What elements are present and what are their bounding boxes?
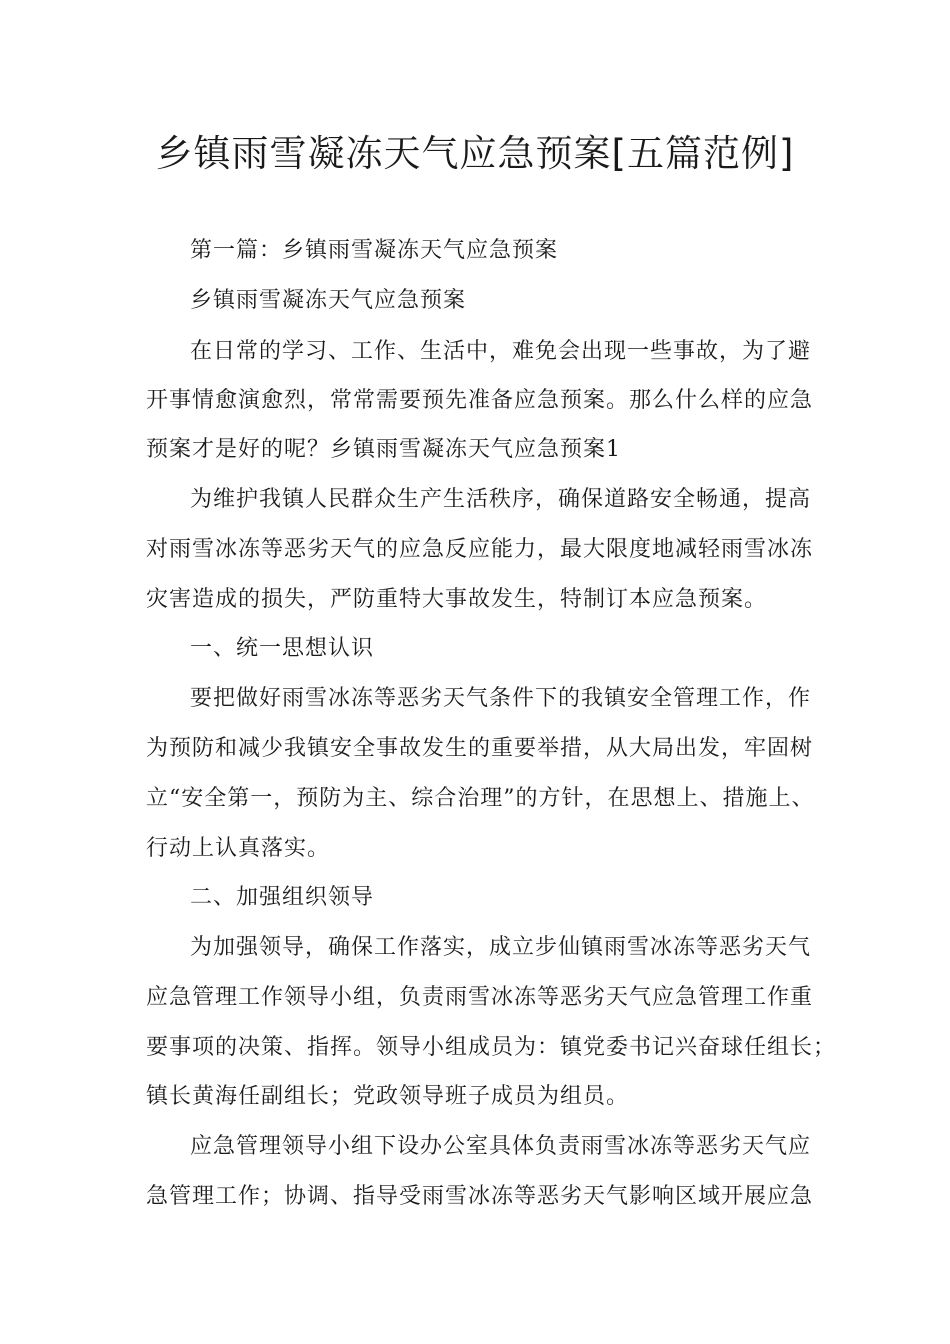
paragraph-line: 要把做好雨雪冰冻等恶劣天气条件下的我镇安全管理工作，作 (190, 686, 812, 711)
paragraph-line: 对雨雪冰冻等恶劣天气的应急反应能力，最大限度地减轻雨雪冰冻 (146, 537, 814, 562)
paragraph-line: 应急管理工作领导小组，负责雨雪冰冻等恶劣天气应急管理工作重 (146, 985, 814, 1010)
paragraph-line: 为维护我镇人民群众生产生活秩序，确保道路安全畅通，提高 (190, 487, 812, 512)
paragraph-line: 行动上认真落实。 (146, 836, 331, 861)
paragraph-line: 灾害造成的损失，严防重特大事故发生，特制订本应急预案。 (146, 587, 768, 612)
paragraph-line: 立“安全第一，预防为主、综合治理”的方针，在思想上、措施上、 (146, 786, 815, 811)
section-heading-part-one: 第一篇：乡镇雨雪凝冻天气应急预案 (190, 238, 559, 263)
paragraph-line: 在日常的学习、工作、生活中，难免会出现一些事故，为了避 (190, 339, 812, 364)
paragraph-line: 急管理工作；协调、指导受雨雪冰冻等恶劣天气影响区域开展应急 (146, 1184, 814, 1209)
paragraph-line: 预案才是好的呢？乡镇雨雪凝冻天气应急预案1 (146, 437, 621, 462)
document-title: 乡镇雨雪凝冻天气应急预案[五篇范例] (155, 132, 795, 175)
paragraph-line: 要事项的决策、指挥。领导小组成员为：镇党委书记兴奋球任组长； (146, 1035, 837, 1060)
paragraph-line: 为预防和减少我镇安全事故发生的重要举措，从大局出发，牢固树 (146, 736, 814, 761)
section-heading: 二、加强组织领导 (190, 885, 375, 910)
paragraph-line: 为加强领导，确保工作落实，成立步仙镇雨雪冰冻等恶劣天气 (190, 935, 812, 960)
subtitle: 乡镇雨雪凝冻天气应急预案 (190, 288, 467, 313)
paragraph-line: 应急管理领导小组下设办公室具体负责雨雪冰冻等恶劣天气应 (190, 1134, 812, 1159)
paragraph-line: 开事情愈演愈烈，常常需要预先准备应急预案。那么什么样的应急 (146, 388, 814, 413)
section-heading: 一、统一思想认识 (190, 636, 375, 661)
paragraph-line: 镇长黄海任副组长；党政领导班子成员为组员。 (146, 1084, 630, 1109)
